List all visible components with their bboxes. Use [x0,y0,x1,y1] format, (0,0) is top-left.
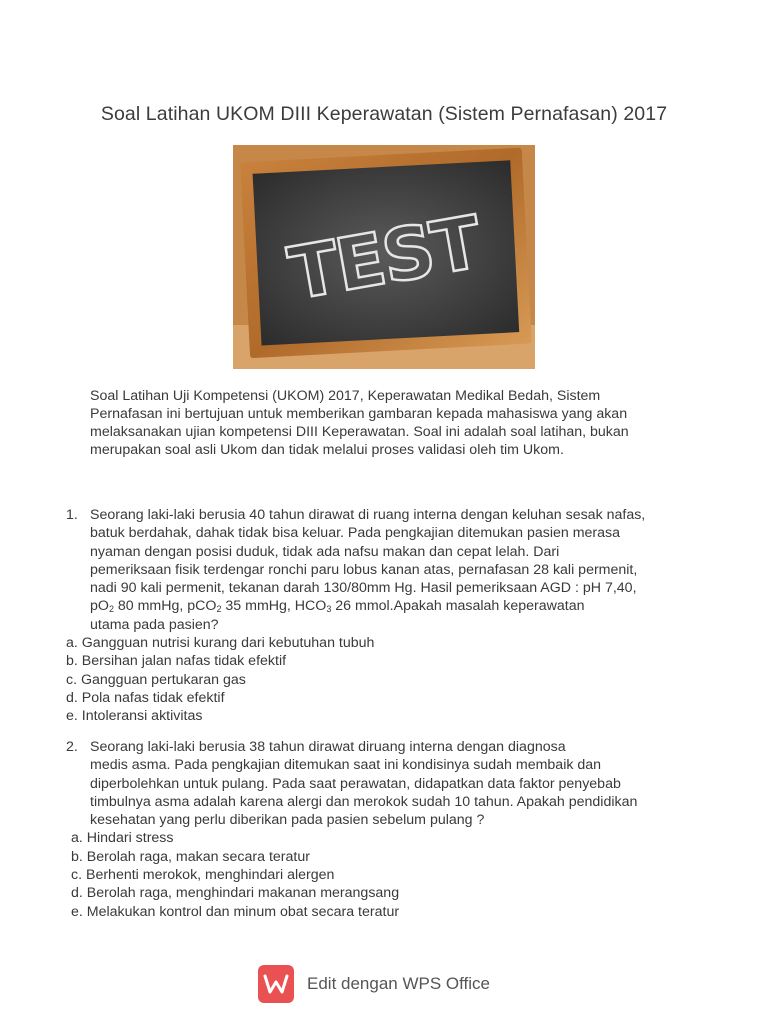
po2-subscript: 2 [108,604,114,615]
answer-option: e. Melakukan kontrol dan minum obat secara teratur [71,903,400,920]
svg-text:TEST: TEST [282,200,486,316]
question-line: Seorang laki-laki berusia 38 tahun dirawat diruang interna dengan diagnosa [90,739,566,755]
question-text [90,738,680,829]
wps-edit-label: Edit dengan WPS Office [307,974,491,993]
intro-line: Pernafasan ini bertujuan untuk memberikan gambaran kepada mahasiswa yang akan [90,406,628,422]
question-1 [66,506,696,726]
answer-options [66,634,696,725]
question-number: 2. [66,739,78,755]
hco3-subscript: 3 [326,604,332,615]
answer-options [66,829,696,920]
question-line: nyaman dengan posisi duduk, tidak ada nafsu makan dan cepat lelah. Dari [90,543,560,560]
wps-edit-link[interactable] [258,963,490,1005]
question-line: timbulnya asma adalah karena alergi dan merokok sudah 10 tahun. Apakah pendidikan [90,793,638,810]
question-number: 1. [66,507,78,523]
question-line: utama pada pasien? [90,616,219,633]
question-line: diperbolehkan untuk pulang. Pada saat perawatan, didapatkan data faktor penyebab [90,775,621,792]
blood-gas-line [90,597,680,615]
answer-option: c. Berhenti merokok, menghindari alergen [71,867,335,884]
question-line: medis asma. Pada pengkajian ditemukan saat ini kondisinya sudah membaik dan [90,757,602,774]
hco3-value: 26 mmol.Apakah masalah keperawatan [331,598,585,615]
wps-office-logo-icon [258,965,294,1003]
pco2-subscript: 2 [216,604,222,615]
question-line: Seorang laki-laki berusia 40 tahun dirawat di ruang interna dengan keluhan sesak nafas, [90,507,646,523]
intro-paragraph [90,387,690,459]
answer-option: e. Intoleransi aktivitas [66,708,203,725]
answer-option: d. Pola nafas tidak efektif [66,689,225,706]
answer-option: b. Berolah raga, makan secara teratur [71,848,310,865]
document-title: Soal Latihan UKOM DIII Keperawatan (Sistem Pernafasan) 2017 [100,103,668,125]
question-text [90,506,680,634]
question-line: kesehatan yang perlu diberikan pada pasien sebelum pulang ? [90,812,485,829]
answer-option: b. Bersihan jalan nafas tidak efektif [66,653,287,670]
question-line: nadi 90 kali permenit, tekanan darah 130/80mm Hg. Hasil pemeriksaan AGD : pH 7,40, [90,580,637,597]
answer-option: a. Hindari stress [71,830,174,847]
intro-line: merupakan soal asli Ukom dan tidak melalui proses validasi oleh tim Ukom. [90,442,564,458]
question-line: batuk berdahak, dahak tidak bisa keluar. Pada pengkajian ditemukan pasien merasa [90,525,621,542]
question-line: pemeriksaan fisik terdengar ronchi paru lobus kanan atas, pernafasan 28 kali permenit, [90,561,638,578]
test-chalkboard-image [233,145,535,369]
answer-option: a. Gangguan nutrisi kurang dari kebutuhan tubuh [66,635,375,652]
answer-option: d. Berolah raga, menghindari makanan merangsang [71,885,400,902]
answer-option: c. Gangguan pertukaran gas [66,671,246,688]
intro-line: Soal Latihan Uji Kompetensi (UKOM) 2017, Keperawatan Medikal Bedah, Sistem [90,388,601,404]
question-2 [66,738,696,921]
po2-value: 80 mmHg, pCO [113,598,217,615]
intro-line: melaksanakan ujian kompetensi DIII Keperawatan. Soal ini adalah soal latihan, bukan [90,424,629,440]
pco2-value: 35 mmHg, HCO [221,598,327,615]
po2-label: pO [90,598,109,615]
